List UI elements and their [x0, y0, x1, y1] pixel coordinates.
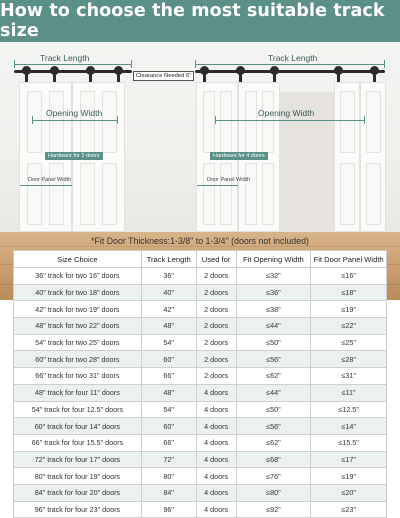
track-size-table	[13, 250, 387, 518]
table-cell: ≤56"	[236, 418, 311, 435]
table-cell: 54" track for two 25" doors	[14, 334, 142, 351]
table-cell: ≤25"	[311, 334, 387, 351]
table-cell: 60"	[141, 351, 196, 368]
track-length-dimension	[195, 64, 385, 65]
table-header-row	[14, 251, 387, 268]
door-panel-width-label: Door Panel Width	[207, 177, 251, 183]
table-cell: 4 doors	[196, 501, 236, 518]
table-row	[14, 484, 387, 501]
table-cell: ≤12.5"	[311, 401, 387, 418]
hardware-2-doors-tag: Hardware for 2 doors	[45, 152, 103, 160]
table-cell: 66" track for four 15.5" doors	[14, 434, 142, 451]
table-cell: 4 doors	[196, 451, 236, 468]
table-row	[14, 468, 387, 485]
table-cell: ≤50"	[236, 401, 311, 418]
table-cell: 66"	[141, 368, 196, 385]
column-header: Fit Opening Width	[236, 251, 311, 268]
table-cell: 72" track for four 17" doors	[14, 451, 142, 468]
table-cell: 36"	[141, 268, 196, 285]
table-cell: 60"	[141, 418, 196, 435]
table-cell: ≤76"	[236, 468, 311, 485]
table-cell: 96"	[141, 501, 196, 518]
table-cell: 4 doors	[196, 484, 236, 501]
table-cell: 80" track for four 19" doors	[14, 468, 142, 485]
table-cell: ≤80"	[236, 484, 311, 501]
table-cell: 36" track for two 16" doors	[14, 268, 142, 285]
hardware-4-doors-tag: Hardware for 4 doors	[210, 152, 268, 160]
page-title: How to choose the most suitable track size	[0, 1, 385, 41]
opening-width-dimension	[32, 120, 118, 121]
table-cell: 2 doors	[196, 334, 236, 351]
track-length-label: Track Length	[40, 53, 90, 63]
table-cell: ≤50"	[236, 334, 311, 351]
page-header	[0, 0, 400, 42]
column-header: Size Choice	[14, 251, 142, 268]
column-header: Track Length	[141, 251, 196, 268]
table-cell: ≤31"	[311, 368, 387, 385]
table-row	[14, 368, 387, 385]
table-cell: 54" track for four 12.5" doors	[14, 401, 142, 418]
table-cell: ≤62"	[236, 368, 311, 385]
track-rail-right	[195, 70, 385, 73]
table-cell: 42" track for two 19" doors	[14, 301, 142, 318]
table-row	[14, 318, 387, 335]
table-cell: ≤18"	[311, 284, 387, 301]
table-row	[14, 268, 387, 285]
table-cell: 48" track for two 22" doors	[14, 318, 142, 335]
table-cell: ≤17"	[311, 451, 387, 468]
table-cell: 4 doors	[196, 468, 236, 485]
door-panel	[360, 82, 386, 232]
table-cell: ≤32"	[236, 268, 311, 285]
table-cell: ≤36"	[236, 284, 311, 301]
table-cell: 80"	[141, 468, 196, 485]
table-row	[14, 334, 387, 351]
table-cell: ≤15.5"	[311, 434, 387, 451]
table-cell: ≤19"	[311, 301, 387, 318]
table-row	[14, 284, 387, 301]
table-cell: 2 doors	[196, 318, 236, 335]
table-cell: 2 doors	[196, 301, 236, 318]
table-cell: ≤92"	[236, 501, 311, 518]
table-cell: 40"	[141, 284, 196, 301]
opening-width-label: Opening Width	[46, 108, 103, 118]
table-cell: ≤14"	[311, 418, 387, 435]
table-cell: 84" track for four 20" doors	[14, 484, 142, 501]
table-cell: ≤11"	[311, 384, 387, 401]
opening-width-label: Opening Width	[258, 108, 315, 118]
table-cell: 48"	[141, 318, 196, 335]
table-cell: ≤68"	[236, 451, 311, 468]
table-cell: ≤38"	[236, 301, 311, 318]
table-cell: 2 doors	[196, 284, 236, 301]
table-cell: 2 doors	[196, 351, 236, 368]
table-cell: 4 doors	[196, 384, 236, 401]
table-row	[14, 384, 387, 401]
table-cell: 42"	[141, 301, 196, 318]
table-cell: ≤62"	[236, 434, 311, 451]
track-length-dimension	[14, 64, 132, 65]
column-header: Used for	[196, 251, 236, 268]
table-cell: 96" track for four 23" doors	[14, 501, 142, 518]
table-cell: ≤22"	[311, 318, 387, 335]
opening-width-dimension	[215, 120, 365, 121]
table-cell: 60" track for four 14" doors	[14, 418, 142, 435]
table-row	[14, 401, 387, 418]
table-cell: ≤23"	[311, 501, 387, 518]
table-cell: ≤20"	[311, 484, 387, 501]
table-row	[14, 418, 387, 435]
table-cell: 4 doors	[196, 401, 236, 418]
track-length-label: Track Length	[268, 53, 318, 63]
table-cell: 72"	[141, 451, 196, 468]
table-row	[14, 451, 387, 468]
clearance-label: Clearance Needed 6"	[133, 71, 194, 81]
table-cell: ≤44"	[236, 318, 311, 335]
table-cell: ≤16"	[311, 268, 387, 285]
table-cell: 2 doors	[196, 368, 236, 385]
table-cell: ≤19"	[311, 468, 387, 485]
table-cell: ≤28"	[311, 351, 387, 368]
table-cell: 2 doors	[196, 268, 236, 285]
table-cell: 84"	[141, 484, 196, 501]
table-cell: 48"	[141, 384, 196, 401]
table-cell: ≤44"	[236, 384, 311, 401]
door-panel-width-label: Door Panel Width	[28, 177, 72, 183]
table-cell: 60" track for two 28" doors	[14, 351, 142, 368]
table-row	[14, 301, 387, 318]
table-row	[14, 501, 387, 518]
door-panel-width-dimension	[20, 185, 72, 186]
table-cell: 66"	[141, 434, 196, 451]
door-diagram	[0, 42, 400, 232]
door-thickness-note: *Fit Door Thickness:1-3/8" to 1-3/4" (doors not included)	[91, 236, 309, 246]
table-cell: 40" track for two 18" doors	[14, 284, 142, 301]
table-cell: ≤56"	[236, 351, 311, 368]
table-cell: 4 doors	[196, 418, 236, 435]
door-panel	[334, 82, 360, 232]
table-row	[14, 351, 387, 368]
table-cell: 48" track for four 11" doors	[14, 384, 142, 401]
table-cell: 54"	[141, 401, 196, 418]
table-cell: 66" track for two 31" doors	[14, 368, 142, 385]
table-row	[14, 434, 387, 451]
door-panel-width-dimension	[197, 185, 238, 186]
table-cell: 4 doors	[196, 434, 236, 451]
table-cell: 54"	[141, 334, 196, 351]
column-header: Fit Door Panel Width	[311, 251, 387, 268]
